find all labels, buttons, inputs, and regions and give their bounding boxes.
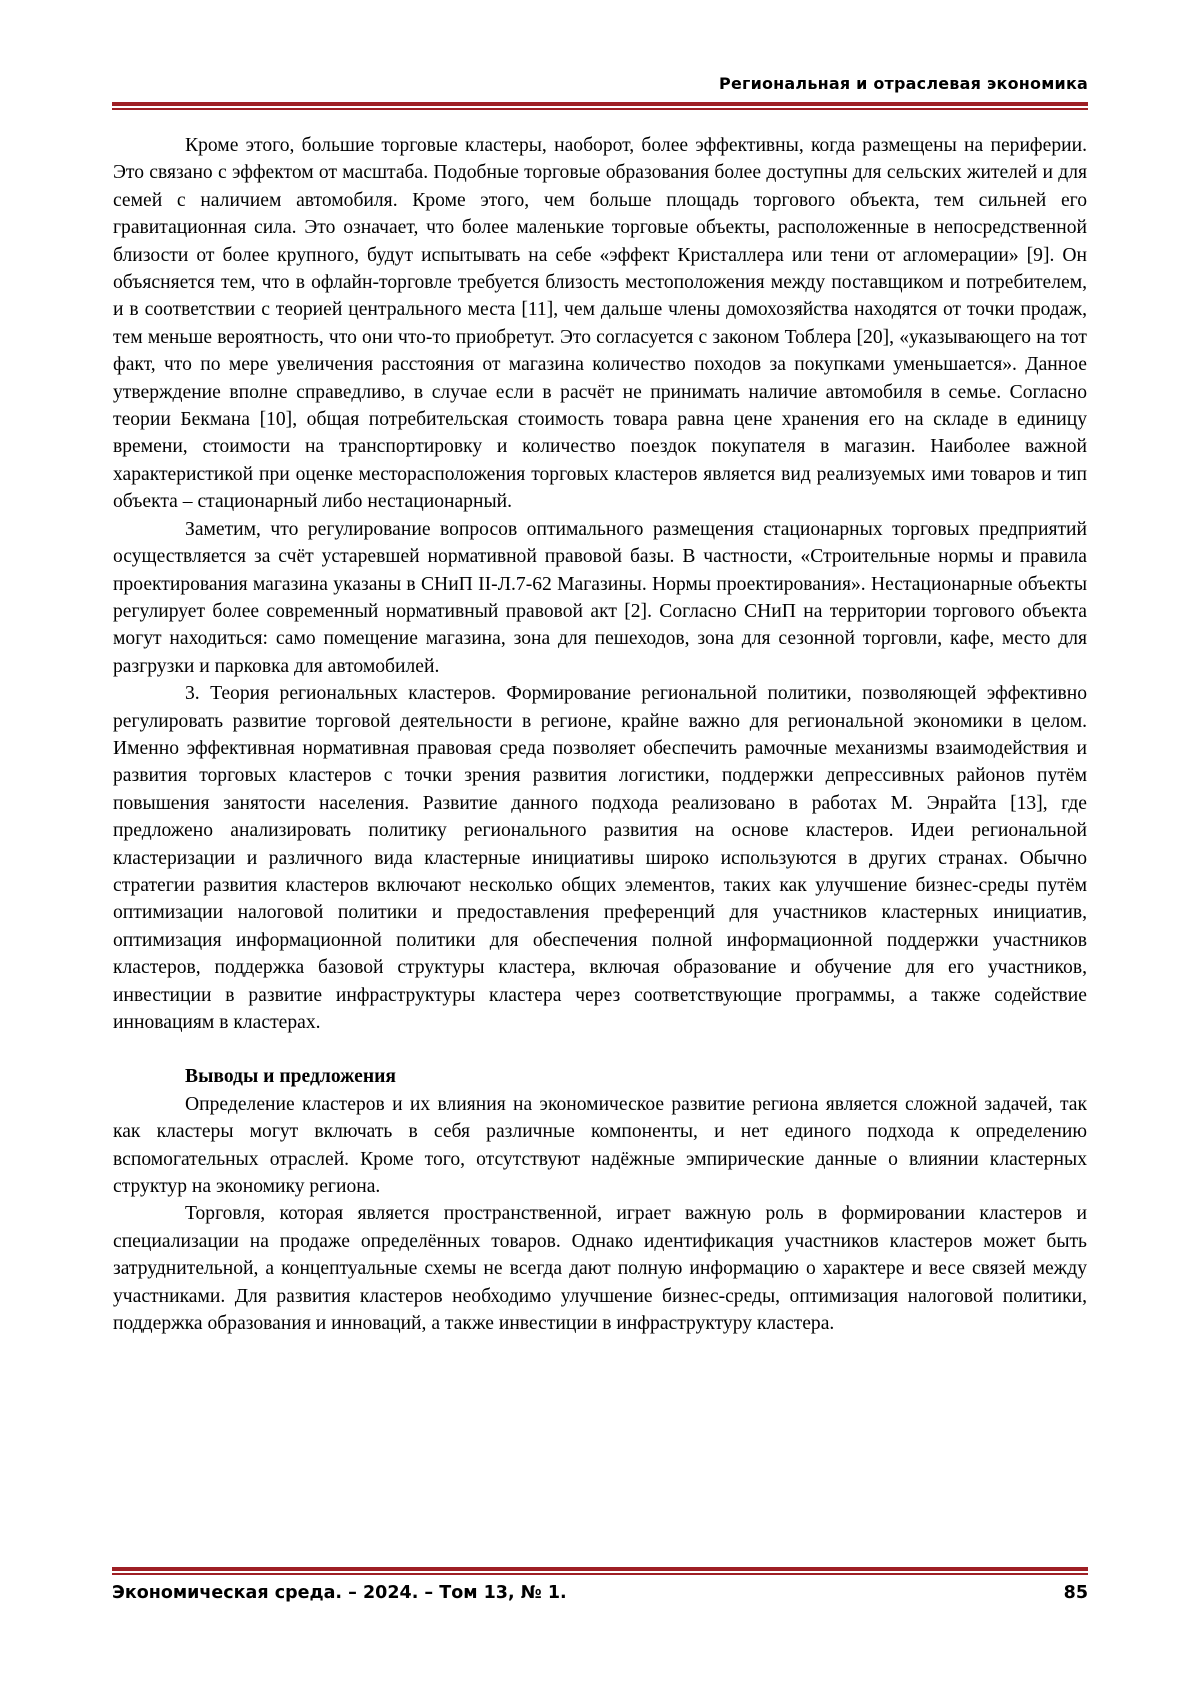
conclusions-paragraph-2: Торговля, которая является пространственной, играет важную роль в формировании кластеров и специализации на продаже определённых товаров. Однако идентификация участников кластеров может быть затруднительной, а концептуальные схемы не всегда дают полную информацию о характере и весе связей между участниками. Для развития кластеров необходимо улучшение бизнес-среды, оптимизация налоговой политики, поддержка образования и инноваций, а также инвестиции в инфраструктуру кластера.	[113, 1203, 1087, 1335]
header-double-rule	[112, 102, 1088, 111]
footer-double-rule	[112, 1567, 1088, 1576]
running-header-section-title: Региональная и отраслевая экономика	[719, 74, 1088, 93]
conclusions-paragraph-1: Определение кластеров и их влияния на экономическое развитие региона является сложной задачей, так как кластеры могут включать в себя различные компоненты, и нет единого подхода к определению вспомогательных отраслей. Кроме того, отсутствуют надёжные эмпирические данные о влиянии кластерных структур на экономику региона.	[113, 1093, 1087, 1198]
footer-page-number: 85	[1063, 1583, 1088, 1603]
header-rule-thin	[112, 108, 1088, 110]
footer-rule-thick	[112, 1567, 1088, 1571]
header-rule-thick	[112, 102, 1088, 106]
article-body	[113, 132, 1087, 1337]
footer-journal-citation: Экономическая среда. – 2024. – Том 13, № 1.	[112, 1583, 567, 1603]
section-heading-conclusions: Выводы и предложения	[185, 1066, 397, 1088]
body-paragraph-2: Заметим, что регулирование вопросов оптимального размещения стационарных торговых предприятий осуществляется за счёт устаревшей нормативной правовой базы. В частности, «Строительные нормы и правила проектирования магазина указаны в СНиП II-Л.7-62 Магазины. Нормы проектирования». Нестационарные объекты регулирует более современный нормативный правовой акт [2]. Согласно СНиП на территории торгового объекта могут находиться: само помещение магазина, зона для пешеходов, зона для сезонной торговли, кафе, место для разгрузки и парковка для автомобилей.	[113, 518, 1087, 677]
footer-rule-thin	[112, 1573, 1088, 1575]
body-paragraph-3: 3. Теория региональных кластеров. Формирование региональной политики, позволяющей эффективно регулировать развитие торговой деятельности в регионе, крайне важно для региональной экономики в целом. Именно эффективная нормативная правовая среда позволяет обеспечить рамочные механизмы взаимодействия и развития торговых кластеров с точки зрения развития логистики, поддержки депрессивных районов путём повышения занятости населения. Развитие данного подхода реализовано в работах М. Энрайта [13], где предложено анализировать политику регионального развития на основе кластеров. Идеи региональной кластеризации и различного вида кластерные инициативы широко используются в других странах. Обычно стратегии развития кластеров включают несколько общих элементов, таких как улучшение бизнес-среды путём оптимизации налоговой политики и предоставления преференций для участников кластерных инициатив, оптимизация информационной политики для обеспечения полной информационной поддержки участников кластеров, поддержка базовой структуры кластера, включая образование и обучение для его участников, инвестиции в развитие инфраструктуры кластера через соответствующие программы, а также содействие инновациям в кластерах.	[113, 683, 1087, 1033]
body-paragraph-1: Кроме этого, большие торговые кластеры, наоборот, более эффективны, когда размещены на периферии. Это связано с эффектом от масштаба. Подобные торговые образования более доступны для сельских жителей и для семей с наличием автомобиля. Кроме этого, чем больше площадь торгового объекта, тем сильней его гравитационная сила. Это означает, что более маленькие торговые объекты, расположенные в непосредственной близости от более крупного, будут испытывать на себе «эффект Кристаллера или тени от агломерации» [9]. Он объясняется тем, что в офлайн-торговле требуется близость местоположения между поставщиком и потребителем, и в соответствии с теорией центрального места [11], чем дальше члены домохозяйства находятся от точки продаж, тем меньше вероятность, что они что-то приобретут. Это согласуется с законом Тоблера [20], «указывающего на тот факт, что по мере увеличения расстояния от магазина количество походов за покупками уменьшается». Данное утверждение вполне справедливо, в случае если в расчёт не принимать наличие автомобиля в семье. Согласно теории Бекмана [10], общая потребительская стоимость товара равна цене хранения его на складе в единицу времени, стоимости на транспортировку и количество поездок покупателя в магазин. Наиболее важной характеристикой при оценке месторасположения торговых кластеров является вид реализуемых ими товаров и тип объекта – стационарный либо нестационарный.	[113, 135, 1087, 513]
